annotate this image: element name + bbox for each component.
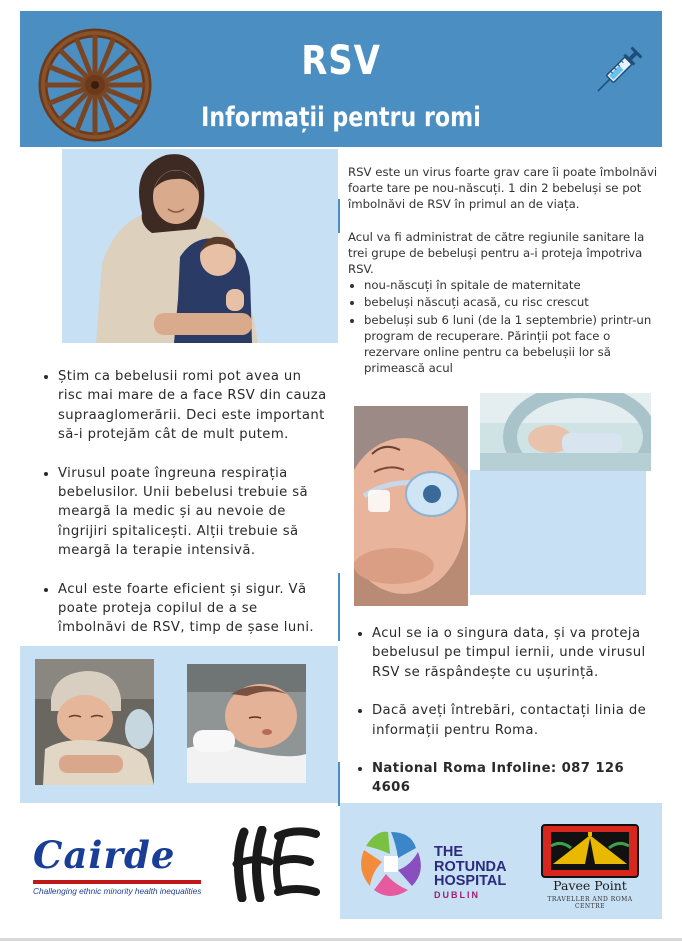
- list-item: • Virusul poate îngreuna respirația bebelusilor. Unii bebelusi trebuie să meargă la medic și au nevoie de îngrijiri spitalicești. Alții trebuie să meargă la terapie intensivă.: [58, 464, 328, 561]
- list-item: • Știm ca bebelusii romi pot avea un risc mai mare de a face RSV din cauza supraaglomerării. Deci este important să-i protejăm cât de mult putem.: [58, 367, 328, 445]
- rotunda-line: DUBLIN: [434, 889, 480, 900]
- list-item: • bebeluși născuți acasă, cu risc crescut: [364, 294, 666, 310]
- header-banner: [20, 11, 662, 147]
- list-item: • Acul se ia o singura data, și va proteja bebelusul pe timpul iernii, unde virusul RSV se răspândește cu ușurință.: [372, 624, 664, 682]
- accent-line: [338, 199, 340, 233]
- baby-in-hat-photo: [35, 659, 154, 785]
- baby-pacifier-photo: [354, 406, 468, 606]
- rotunda-logo-text: [434, 845, 507, 901]
- syringe-icon: [586, 41, 648, 103]
- list-item: • Dacă aveți întrebări, contactați linia de informații pentru Roma.: [372, 701, 664, 740]
- page-title: RSV: [301, 38, 381, 84]
- rotunda-line: THE: [434, 844, 463, 860]
- rotunda-logo-icon: [356, 830, 426, 900]
- baby-groups-list: [364, 277, 666, 376]
- list-item: • bebeluși sub 6 luni (de la 1 septembrie) printr-un program de recuperare. Părinții pot face o rezervare online pentru ca bebelușii lor să primească acul: [364, 312, 666, 377]
- list-item: • nou-născuți în spitale de maternitate: [364, 277, 666, 293]
- pavee-point-logo-icon: [541, 824, 639, 878]
- mother-and-baby-photo: [96, 149, 266, 343]
- intro-paragraph-2: Acul va fi administrat de către regiunile sanitare la trei grupe de bebeluși pentru a-i proteja împotriva RSV.: [348, 229, 645, 277]
- cairde-name: Cairde: [33, 833, 176, 877]
- sleeping-baby-photo: [187, 664, 306, 783]
- pavee-point-subtitle: TRAVELLER AND ROMA CENTRE: [547, 896, 633, 910]
- incubator-photo: [480, 393, 651, 471]
- rotunda-line: ROTUNDA: [434, 858, 507, 875]
- hse-logo-icon: [226, 826, 322, 902]
- right-points: [352, 624, 664, 817]
- list-item: • Acul este foarte eficient și sigur. Vă poate proteja copilul de a se îmbolnăvi de RSV, timp de șase luni.: [58, 580, 328, 638]
- rotunda-line: HOSPITAL: [434, 873, 507, 889]
- photo-backdrop-right: [470, 470, 646, 595]
- roma-infoline: • National Roma Infoline: 087 126 4606: [372, 759, 664, 798]
- intro-paragraph-1: RSV este un virus foarte grav care îi poate îmbolnăvi foarte tare pe nou-născuți. 1 din 2 bebeluși se pot îmbolnăvi de RSV în primul an de viața.: [348, 165, 658, 212]
- page-subtitle: Informații pentru romi: [201, 102, 481, 133]
- left-points: [38, 367, 328, 657]
- intro-text: [348, 164, 666, 377]
- accent-line: [338, 762, 340, 806]
- cairde-tagline: Challenging ethnic minority health inequalities: [33, 886, 202, 896]
- accent-line: [338, 573, 340, 641]
- cairde-underline: [33, 880, 201, 884]
- pavee-point-name: Pavee Point: [553, 878, 627, 893]
- cairde-logo: [33, 833, 203, 896]
